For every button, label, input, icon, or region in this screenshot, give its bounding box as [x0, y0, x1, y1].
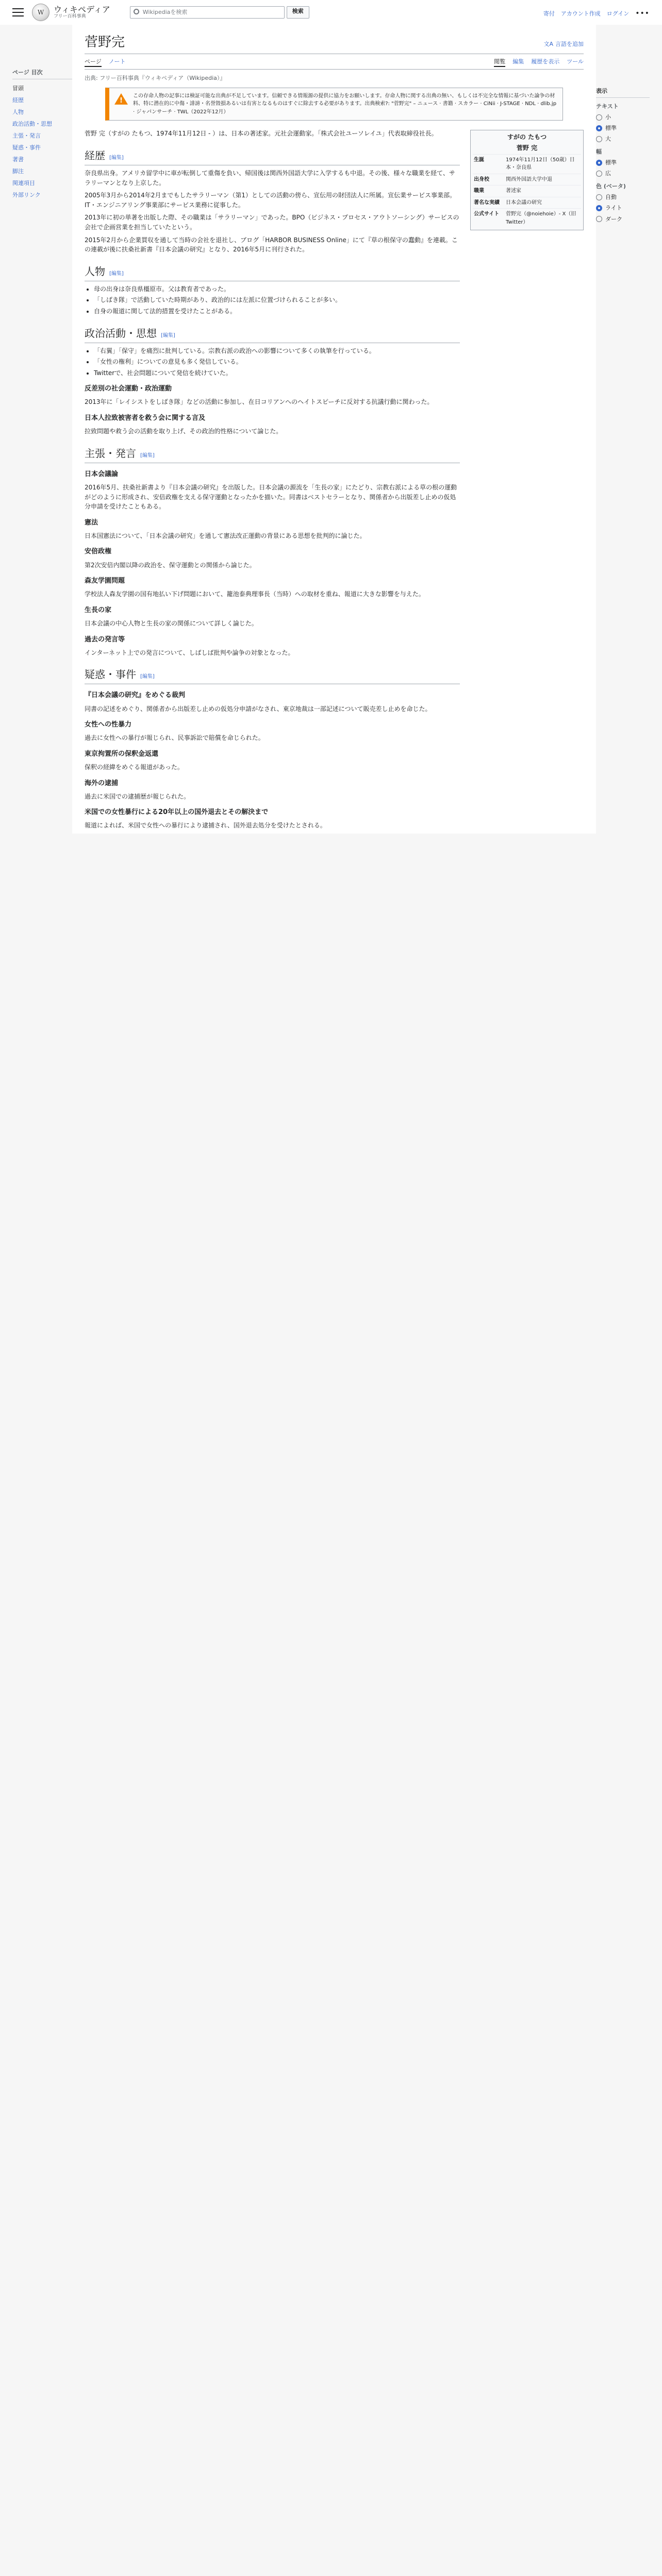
paragraph: 過去に女性への暴行が報じられ、民事訴訟で賠償を命じられた。 [85, 734, 264, 742]
login-link[interactable]: ログイン [606, 10, 630, 18]
user-links [543, 8, 650, 20]
infobox-value: 著述家 [506, 188, 521, 194]
color-option[interactable] [596, 215, 650, 224]
section-heading: 主張・発言 [編集] [85, 446, 460, 463]
bullet-list [85, 346, 460, 378]
toc-item[interactable]: 著書 [12, 156, 24, 163]
subsection-heading: 安倍政権 [85, 548, 112, 556]
add-language-button[interactable]: 文A 言語を追加 [543, 40, 584, 52]
subsection-heading: 憲法 [85, 518, 98, 527]
infobox-row [473, 154, 581, 174]
text-size-option[interactable] [596, 134, 650, 143]
tab-history[interactable]: 履歴を表示 [531, 58, 560, 65]
tab-tools[interactable]: ツール [567, 58, 584, 65]
radio-icon [596, 114, 602, 121]
color-option[interactable] [596, 193, 650, 201]
section-heading: 疑惑・事件 [編集] [85, 667, 460, 684]
infobox-value: 日本会議の研究 [506, 199, 542, 206]
infobox-key: 出身校 [474, 176, 489, 182]
paragraph: 過去に米国での逮捕歴が報じられた。 [85, 792, 190, 800]
paragraph: 報道によれば、米国で女性への暴行により逮捕され、国外退去処分を受けたとされる。 [85, 822, 326, 829]
section-heading: 人物 [編集] [85, 264, 460, 281]
language-icon: 文A [543, 40, 553, 47]
subsection-heading: 日本会議論 [85, 470, 119, 478]
table-of-contents [12, 25, 72, 834]
tab-talk[interactable]: ノート [108, 58, 126, 65]
width-option[interactable] [596, 169, 650, 178]
list-item: • 母の出身は奈良県橿原市。父は教育者であった。 [94, 284, 460, 294]
infobox-row [473, 197, 581, 209]
tab-page[interactable]: ページ [85, 57, 102, 67]
subsection-heading: 反差別の社会運動・政治運動 [85, 385, 172, 393]
infobox-row [473, 208, 581, 228]
infobox-row [473, 185, 581, 197]
toc-title: ページ 目次 [12, 68, 72, 79]
section-edit-link[interactable]: [編集] [109, 155, 124, 161]
infobox-row [473, 174, 581, 185]
site-logo[interactable] [32, 4, 110, 21]
tab-edit[interactable]: 編集 [512, 58, 524, 65]
infobox-value: 菅野完（@noiehoie）- X（旧Twitter） [506, 211, 576, 225]
width-label: 幅 [596, 148, 602, 156]
search-form [130, 6, 309, 19]
section-edit-link[interactable]: [編集] [140, 452, 155, 459]
toc-item[interactable]: 人物 [12, 109, 24, 116]
paragraph: 拉致問題や救う会の活動を取り上げ、その政治的性格について論じた。 [85, 428, 283, 435]
create-account-link[interactable]: アカウント作成 [560, 10, 601, 18]
radio-label: ライト [605, 205, 622, 212]
main-content [72, 25, 596, 834]
toc-item[interactable]: 疑惑・事件 [12, 144, 41, 151]
wikipedia-globe-icon: W [32, 4, 49, 21]
paragraph: 2013年に初の単著を出版した際、その職業は「サラリーマン」であった。BPO（ビジネス・プロセス・アウトソーシング）サービスの会社で企画営業を担当していたという。 [85, 214, 459, 231]
list-item: • Twitterで、社会問題について発信を続けていた。 [94, 368, 460, 378]
paragraph: 2016年5月、扶桑社新書より『日本会議の研究』を出版した。日本会議の源流を「生長の家」にたどり、宗教右派による草の根の運動がどのように形成され、安倍政権を支える保守運動となったかを描いた。同書はベストセラーとなり、関係者から出版差し止めの仮処分申請を受けたこともある。 [85, 483, 457, 511]
bullet-list [85, 284, 460, 316]
subsection-heading: 米国での女性暴行による20年以上の国外退去とその解決まで [85, 808, 269, 817]
infobox-value: 1974年11月12日（50歳）日本・奈良県 [506, 157, 575, 171]
infobox-key: 公式サイト [474, 211, 500, 217]
search-input[interactable]: Wikipediaを検索 [130, 6, 285, 19]
subsection-heading: 生長の家 [85, 606, 112, 614]
text-size-option[interactable] [596, 124, 650, 132]
warning-icon: ! [114, 93, 128, 105]
section-heading: 政治活動・思想 [編集] [85, 326, 460, 343]
lead-paragraph: 菅野 完（すがの たもつ、1974年11月12日 - ）は、日本の著述家。元社会運動家。「株式会社ユーソレイユ」代表取締役社長。 [85, 130, 438, 138]
radio-icon [596, 125, 602, 131]
from-line: 出典: フリー百科事典『ウィキペディア（Wikipedia）』 [85, 74, 226, 81]
infobox-name: すがの たもつ [507, 133, 547, 141]
radio-icon [596, 160, 602, 166]
radio-icon [596, 205, 602, 211]
paragraph: 同書の記述をめぐり、関係者から出版差し止めの仮処分申請がなされ、東京地裁は一部記述について販売差し止めを命じた。 [85, 705, 432, 713]
search-icon [134, 9, 139, 14]
appearance-title: 表示 [596, 87, 650, 98]
infobox-value: 関西外国語大学中退 [506, 176, 552, 182]
paragraph: 奈良県出身。アメリカ留学中に車が転倒して重傷を負い、帰国後は関西外国語大学に入学するも中退。その後、様々な職業を経て、サラリーマンとなり上京した。 [85, 169, 455, 187]
toc-item[interactable]: 経歴 [12, 97, 24, 104]
toc-item[interactable]: 政治活動・思想 [12, 121, 52, 128]
list-item: • 「女性の権利」についての意見も多く発信している。 [94, 357, 460, 367]
site-header [0, 0, 662, 25]
paragraph: 2005年3月から2014年2月までもしたサラリーマン（第1）としての活動の傍ら、宣伝用の財団法人に所属。宣伝業サービス事業部。IT・エンジニアリング事業部にサービス業務に従事した。 [85, 192, 456, 209]
text-size-option[interactable] [596, 113, 650, 122]
infobox-key: 職業 [474, 188, 484, 194]
paragraph: 第2次安倍内閣以降の政治を、保守運動との関係から論じた。 [85, 561, 256, 569]
donate-link[interactable]: 寄付 [543, 10, 555, 18]
search-button[interactable]: 検索 [287, 6, 309, 19]
tab-read[interactable]: 閲覧 [494, 57, 505, 67]
page-title: 菅野完 [85, 35, 125, 50]
radio-icon [596, 171, 602, 177]
infobox-key: 生誕 [474, 157, 484, 163]
infobox-key: 著名な実績 [474, 199, 500, 206]
subsection-heading: 森友学園問題 [85, 577, 125, 585]
site-tagline: フリー百科事典 [54, 13, 86, 19]
section-edit-link[interactable]: [編集] [140, 674, 155, 680]
paragraph: 2015年2月から企業買収を通して当時の会社を退社し、ブログ「HARBOR BUSINESS Online」にて『草の根保守の蠢動』を連載。この連載が後に扶桑社新書『日本会議の研究』となり、2016年5月に刊行された。 [85, 236, 458, 253]
article-body [85, 126, 460, 834]
paragraph: 日本国憲法について、「日本会議の研究」を通して憲法改正運動の背景にある思想を批判的に論じた。 [85, 532, 366, 539]
toc-item[interactable]: 脚注 [12, 168, 24, 175]
radio-icon [596, 136, 602, 142]
appearance-panel [596, 25, 650, 834]
color-option[interactable] [596, 204, 650, 212]
subsection-heading: 海外の逮捕 [85, 779, 119, 787]
toc-item[interactable]: 外部リンク [12, 192, 41, 199]
radio-icon [596, 216, 602, 222]
paragraph: 保釈の経緯をめぐる報道があった。 [85, 763, 184, 771]
subsection-heading: 女性への性暴力 [85, 721, 132, 729]
section-edit-link[interactable]: [編集] [109, 270, 124, 277]
radio-label: 標準 [605, 125, 617, 132]
list-item: • 「しばき隊」で活動していた時期があり、政治的には左派に位置づけられることが多い。 [94, 295, 460, 305]
infobox [470, 130, 584, 230]
toc-item[interactable]: 関連項目 [12, 180, 35, 187]
radio-icon [596, 194, 602, 200]
radio-label: ダーク [605, 215, 622, 223]
infobox-name-kanji: 菅野 完 [516, 144, 538, 151]
text-size-label: テキスト [596, 103, 619, 110]
more-options-icon[interactable]: ••• [635, 9, 650, 18]
paragraph: 学校法人森友学園の国有地払い下げ問題において、籠池泰典理事長（当時）への取材を重ね、報道に大きな影響を与えた。 [85, 590, 425, 598]
paragraph: 2013年に「レイシストをしばき隊」などの活動に参加し、在日コリアンへのヘイトスピーチに反対する抗議行動に関わった。 [85, 398, 434, 406]
radio-label: 自動 [605, 194, 617, 201]
section-heading: 経歴 [編集] [85, 148, 460, 165]
section-edit-link[interactable]: [編集] [161, 332, 175, 338]
radio-label: 標準 [605, 159, 617, 166]
list-item: • 自身の報道に関して法的措置を受けたことがある。 [94, 307, 460, 316]
subsection-heading: 日本人拉致被害者を救う会に関する言及 [85, 414, 206, 422]
radio-label: 小 [605, 114, 611, 121]
site-name: ウィキペディア [54, 5, 110, 15]
width-option[interactable] [596, 158, 650, 167]
paragraph: インターネット上での発言について、しばしば批判や論争の対象となった。 [85, 649, 294, 656]
toc-item[interactable]: 主張・発言 [12, 132, 41, 140]
paragraph: 日本会議の中心人物と生長の家の関係について詳しく論じた。 [85, 620, 258, 628]
radio-label: 広 [605, 170, 611, 177]
subsection-heading: 『日本会議の研究』をめぐる裁判 [85, 691, 186, 700]
citation-needed-notice: ! この存命人物の記事には検証可能な出典が不足しています。信頼できる情報源の提供に協力をお願いします。存命人物に関する出典の無い、もしくは不完全な情報に基づいた論争の材料、特に潜在的に中傷・誹謗・名誉毀損あるいは有害となるものはすぐに除去する必要があります。出典検索?: "菅野完" – ニュース · 書籍 · スカラー · CiNii · J-STAGE · NDL · dlib.jp · ジャパンサーチ · TWL（2022年12月） [105, 88, 563, 121]
main-menu-icon[interactable] [12, 8, 24, 16]
subsection-heading: 東京拘置所の保釈金返還 [85, 750, 159, 758]
radio-label: 大 [605, 135, 611, 143]
subsection-heading: 過去の発言等 [85, 635, 125, 643]
color-label: 色 (ベータ) [596, 183, 626, 190]
list-item: • 「右翼」「保守」を痛烈に批判している。宗教右派の政治への影響について多くの執筆を行っている。 [94, 346, 460, 356]
toc-item[interactable]: 冒頭 [12, 85, 24, 92]
